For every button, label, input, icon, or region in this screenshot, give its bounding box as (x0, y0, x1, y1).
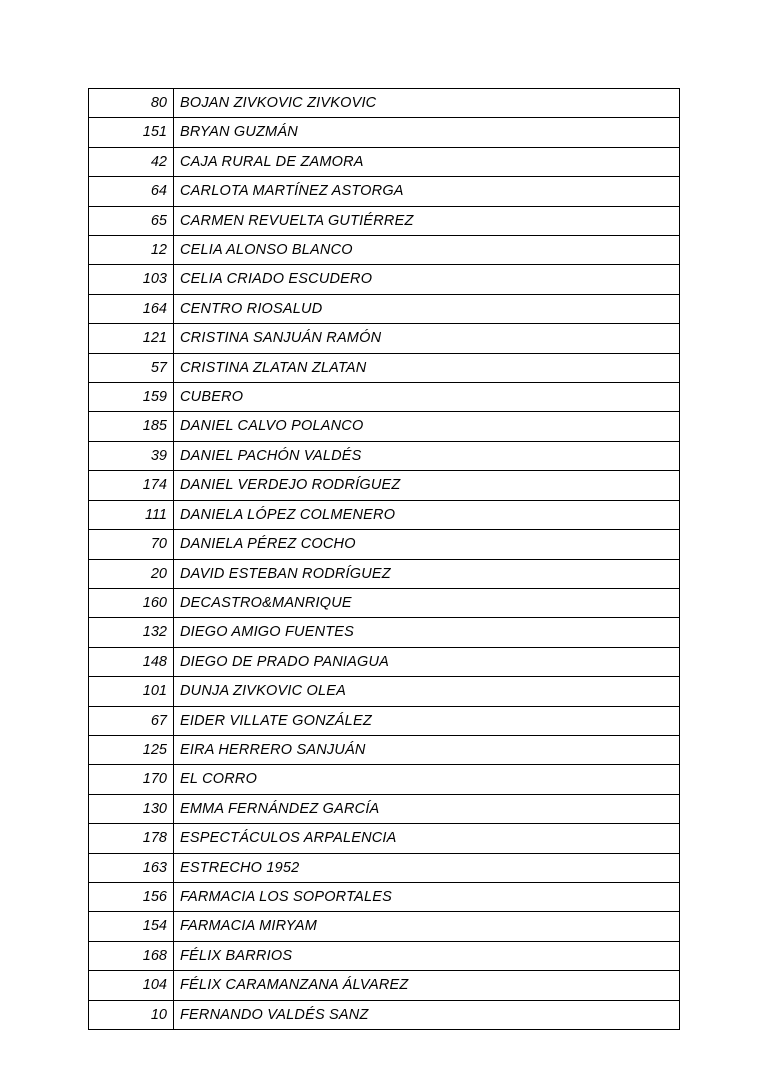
cell-name: EIDER VILLATE GONZÁLEZ (174, 706, 680, 735)
cell-name: CARMEN REVUELTA GUTIÉRREZ (174, 206, 680, 235)
table-row (89, 765, 680, 794)
entries-table (88, 88, 680, 1030)
cell-number: 164 (89, 294, 174, 323)
cell-number: 178 (89, 824, 174, 853)
cell-name: ESPECTÁCULOS ARPALENCIA (174, 824, 680, 853)
cell-number: 148 (89, 647, 174, 676)
cell-name: DANIEL CALVO POLANCO (174, 412, 680, 441)
cell-name: CUBERO (174, 383, 680, 412)
cell-number: 103 (89, 265, 174, 294)
cell-number: 185 (89, 412, 174, 441)
cell-name: DIEGO AMIGO FUENTES (174, 618, 680, 647)
cell-number: 159 (89, 383, 174, 412)
table-row (89, 353, 680, 382)
cell-name: FARMACIA LOS SOPORTALES (174, 882, 680, 911)
cell-name: CARLOTA MARTÍNEZ ASTORGA (174, 177, 680, 206)
table-row (89, 794, 680, 823)
cell-number: 125 (89, 735, 174, 764)
table-row (89, 324, 680, 353)
table-row (89, 824, 680, 853)
cell-number: 67 (89, 706, 174, 735)
table-row (89, 706, 680, 735)
cell-number: 104 (89, 971, 174, 1000)
cell-number: 64 (89, 177, 174, 206)
cell-number: 130 (89, 794, 174, 823)
table-row (89, 882, 680, 911)
table-row (89, 735, 680, 764)
cell-name: FÉLIX BARRIOS (174, 941, 680, 970)
cell-name: DANIEL PACHÓN VALDÉS (174, 441, 680, 470)
cell-number: 57 (89, 353, 174, 382)
table-row (89, 118, 680, 147)
cell-name: CENTRO RIOSALUD (174, 294, 680, 323)
cell-number: 10 (89, 1000, 174, 1029)
table-row (89, 471, 680, 500)
table-row (89, 265, 680, 294)
cell-name: BOJAN ZIVKOVIC ZIVKOVIC (174, 89, 680, 118)
cell-number: 70 (89, 530, 174, 559)
cell-number: 111 (89, 500, 174, 529)
cell-name: EMMA FERNÁNDEZ GARCÍA (174, 794, 680, 823)
table-row (89, 912, 680, 941)
cell-name: DANIELA LÓPEZ COLMENERO (174, 500, 680, 529)
cell-number: 39 (89, 441, 174, 470)
cell-name: EL CORRO (174, 765, 680, 794)
table-row (89, 412, 680, 441)
cell-number: 20 (89, 559, 174, 588)
cell-name: DANIEL VERDEJO RODRÍGUEZ (174, 471, 680, 500)
cell-number: 12 (89, 236, 174, 265)
table-row (89, 294, 680, 323)
cell-number: 132 (89, 618, 174, 647)
table-row (89, 647, 680, 676)
cell-name: DECASTRO&MANRIQUE (174, 588, 680, 617)
cell-name: FARMACIA MIRYAM (174, 912, 680, 941)
cell-number: 42 (89, 147, 174, 176)
cell-name: DANIELA PÉREZ COCHO (174, 530, 680, 559)
table-row (89, 441, 680, 470)
cell-number: 174 (89, 471, 174, 500)
table-row (89, 177, 680, 206)
cell-name: CELIA CRIADO ESCUDERO (174, 265, 680, 294)
cell-number: 163 (89, 853, 174, 882)
table-row (89, 500, 680, 529)
table-row (89, 383, 680, 412)
cell-number: 151 (89, 118, 174, 147)
cell-name: FERNANDO VALDÉS SANZ (174, 1000, 680, 1029)
cell-number: 121 (89, 324, 174, 353)
table-row (89, 588, 680, 617)
table-row (89, 971, 680, 1000)
table-row (89, 1000, 680, 1029)
table-row (89, 89, 680, 118)
cell-number: 170 (89, 765, 174, 794)
cell-name: CAJA RURAL DE ZAMORA (174, 147, 680, 176)
cell-name: DIEGO DE PRADO PANIAGUA (174, 647, 680, 676)
table-row (89, 941, 680, 970)
table-row (89, 206, 680, 235)
cell-name: BRYAN GUZMÁN (174, 118, 680, 147)
cell-number: 80 (89, 89, 174, 118)
cell-name: DUNJA ZIVKOVIC OLEA (174, 677, 680, 706)
cell-name: CRISTINA ZLATAN ZLATAN (174, 353, 680, 382)
cell-number: 65 (89, 206, 174, 235)
table-row (89, 530, 680, 559)
cell-number: 154 (89, 912, 174, 941)
table-row (89, 677, 680, 706)
table-row (89, 147, 680, 176)
table-row (89, 559, 680, 588)
cell-number: 101 (89, 677, 174, 706)
cell-number: 160 (89, 588, 174, 617)
cell-name: CELIA ALONSO BLANCO (174, 236, 680, 265)
table-row (89, 853, 680, 882)
table-row (89, 236, 680, 265)
entries-table-body (89, 89, 680, 1030)
cell-number: 156 (89, 882, 174, 911)
cell-name: FÉLIX CARAMANZANA ÁLVAREZ (174, 971, 680, 1000)
table-row (89, 618, 680, 647)
cell-name: DAVID ESTEBAN RODRÍGUEZ (174, 559, 680, 588)
cell-number: 168 (89, 941, 174, 970)
cell-name: ESTRECHO 1952 (174, 853, 680, 882)
cell-name: CRISTINA SANJUÁN RAMÓN (174, 324, 680, 353)
cell-name: EIRA HERRERO SANJUÁN (174, 735, 680, 764)
